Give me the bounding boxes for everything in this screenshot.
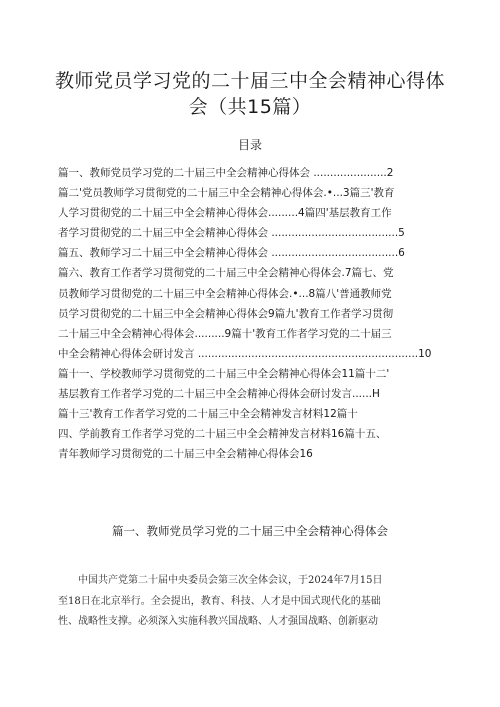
toc-line: 人学习贯彻党的二十届三中全会精神心得体会.........4篇四'基层教育工作 xyxy=(58,207,392,220)
toc-line: 青年教师学习贯彻党的二十届三中全会精神心得体会16 xyxy=(58,448,313,461)
body-line: 中国共产党第二十届中央委员会第三次全体会议，于2024年7月15日 xyxy=(78,575,383,586)
toc-line: 中全会精神心得体会研讨发言 ..................................................................10 xyxy=(58,347,432,360)
toc-line: 二十届三中全会精神心得体会.........9篇十'教育工作者学习党的二十届三 xyxy=(58,327,392,340)
document-title-line-2: 会（共15篇） xyxy=(188,96,312,118)
toc-line: 篇二'党员教师学习贯彻党的二十届三中全会精神心得体会.•...3篇三'教育 xyxy=(58,187,395,200)
body-text xyxy=(58,571,464,633)
toc-line: 篇十三'教育工作者学习党的二十届三中全会精神发言材料12篇十 xyxy=(58,408,358,421)
toc-line: 篇十一、学校教师学习贯彻党的二十届三中全会精神心得体会11篇十二' xyxy=(58,367,390,380)
document-title xyxy=(40,68,460,120)
section-heading: 篇一、教师党员学习党的二十届三中全会精神心得体会 xyxy=(112,524,388,538)
document-title-line-1: 教师党员学习党的二十届三中全会精神心得体 xyxy=(54,70,445,92)
toc-line: 员教师学习贯彻党的二十届三中全会精神心得体会.•...8篇八'普通教师党 xyxy=(58,287,392,300)
toc-line: 篇五、教师学习二十届三中全会精神心得体会 ......................................6 xyxy=(58,247,405,260)
body-line: 至18日在北京举行。全会提出，教育、科技、人才是中国式现代化的基础 xyxy=(58,595,381,607)
toc-line: 基层教育工作者学习党的二十届三中全会精神心得体会研讨发言......H xyxy=(58,388,380,401)
toc-line: 四、学前教育工作者学习党的二十届三中全会精神发言材料16篇十五、 xyxy=(58,428,387,441)
toc-line: 者学习贯彻党的二十届三中全会精神心得体会 ......................................5 xyxy=(58,227,405,240)
table-of-contents xyxy=(58,163,454,464)
toc-line: 篇一、教师党员学习党的二十届三中全会精神心得体会 ......................2 xyxy=(58,167,394,179)
toc-line: 员学习贯彻党的二十届三中全会精神心得体会9篇九'教育工作者学习贯彻 xyxy=(58,307,394,320)
toc-line: 篇六、教育工作者学习贯彻党的二十届三中全会精神心得体会.7篇七、党 xyxy=(58,267,394,280)
toc-heading: 目录 xyxy=(237,138,262,152)
body-line: 性、战略性支撑。必须深入实施科教兴国战略、人才强国战略、创新驱动 xyxy=(58,616,378,627)
